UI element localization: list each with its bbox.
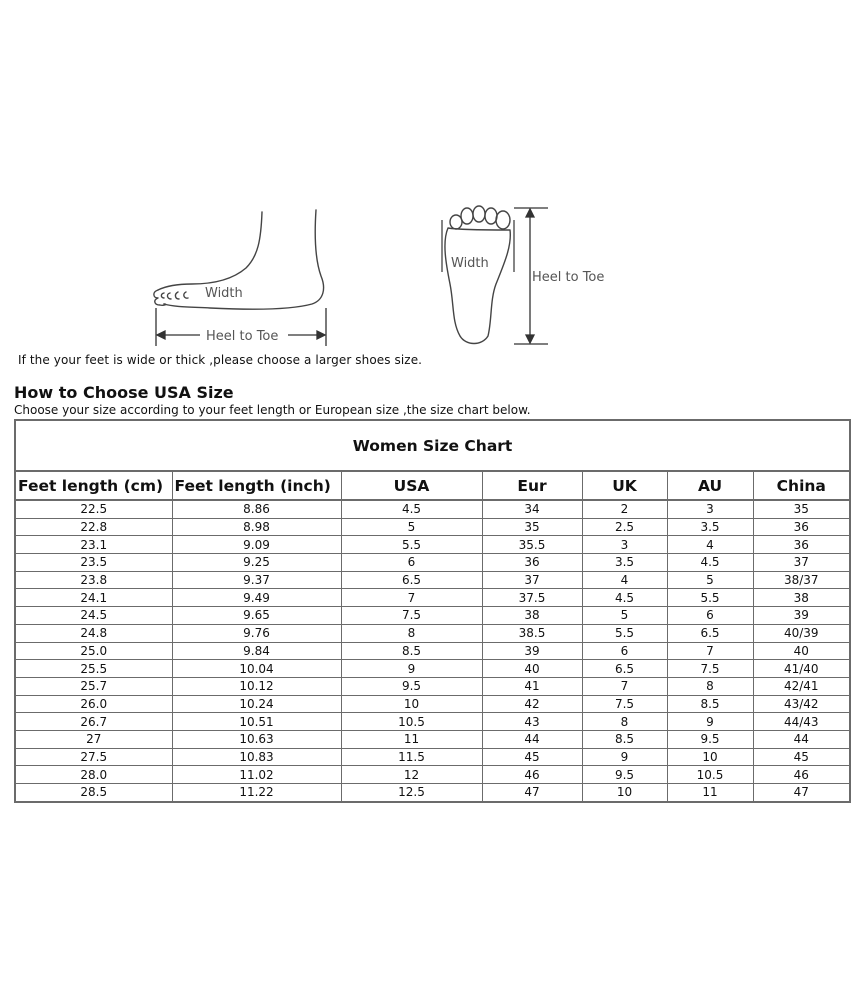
side-length-label: Heel to Toe bbox=[206, 329, 279, 344]
page-heading: How to Choose USA Size bbox=[14, 383, 234, 402]
cell-au: 10 bbox=[667, 748, 753, 766]
cell-usa: 11 bbox=[341, 730, 482, 748]
cell-usa: 4.5 bbox=[341, 500, 482, 518]
size-chart-container bbox=[14, 419, 849, 803]
cell-eur: 47 bbox=[482, 784, 582, 802]
cell-au: 11 bbox=[667, 784, 753, 802]
cell-china: 43/42 bbox=[753, 695, 850, 713]
cell-feet-cm: 26.7 bbox=[15, 713, 172, 731]
cell-usa: 8.5 bbox=[341, 642, 482, 660]
table-row bbox=[15, 713, 850, 731]
cell-feet-cm: 27.5 bbox=[15, 748, 172, 766]
cell-usa: 9.5 bbox=[341, 677, 482, 695]
cell-uk: 8 bbox=[582, 713, 667, 731]
cell-eur: 40 bbox=[482, 660, 582, 678]
cell-china: 42/41 bbox=[753, 677, 850, 695]
cell-china: 39 bbox=[753, 607, 850, 625]
cell-feet-cm: 23.8 bbox=[15, 571, 172, 589]
cell-feet-inch: 9.09 bbox=[172, 536, 341, 554]
foot-side-diagram bbox=[140, 200, 360, 350]
cell-usa: 12 bbox=[341, 766, 482, 784]
cell-eur: 38 bbox=[482, 607, 582, 625]
cell-au: 6.5 bbox=[667, 624, 753, 642]
table-row bbox=[15, 660, 850, 678]
cell-china: 36 bbox=[753, 536, 850, 554]
cell-china: 47 bbox=[753, 784, 850, 802]
col-header-uk: UK bbox=[582, 471, 667, 500]
cell-au: 5.5 bbox=[667, 589, 753, 607]
cell-usa: 6 bbox=[341, 554, 482, 572]
table-row bbox=[15, 571, 850, 589]
cell-china: 36 bbox=[753, 518, 850, 536]
cell-au: 4.5 bbox=[667, 554, 753, 572]
table-row bbox=[15, 784, 850, 802]
table-row bbox=[15, 536, 850, 554]
cell-feet-inch: 9.84 bbox=[172, 642, 341, 660]
cell-feet-cm: 23.5 bbox=[15, 554, 172, 572]
size-chart-body bbox=[15, 500, 850, 802]
cell-feet-inch: 9.76 bbox=[172, 624, 341, 642]
cell-eur: 41 bbox=[482, 677, 582, 695]
cell-usa: 10 bbox=[341, 695, 482, 713]
cell-feet-cm: 24.8 bbox=[15, 624, 172, 642]
cell-eur: 37 bbox=[482, 571, 582, 589]
cell-feet-cm: 24.1 bbox=[15, 589, 172, 607]
table-row bbox=[15, 677, 850, 695]
cell-usa: 12.5 bbox=[341, 784, 482, 802]
cell-au: 7 bbox=[667, 642, 753, 660]
cell-feet-cm: 27 bbox=[15, 730, 172, 748]
cell-uk: 4 bbox=[582, 571, 667, 589]
cell-feet-inch: 8.86 bbox=[172, 500, 341, 518]
cell-au: 7.5 bbox=[667, 660, 753, 678]
cell-feet-inch: 9.25 bbox=[172, 554, 341, 572]
col-header-usa: USA bbox=[341, 471, 482, 500]
cell-feet-inch: 9.49 bbox=[172, 589, 341, 607]
table-row bbox=[15, 518, 850, 536]
cell-feet-cm: 26.0 bbox=[15, 695, 172, 713]
wide-feet-note: If the your feet is wide or thick ,please choose a larger shoes size. bbox=[18, 353, 423, 367]
cell-china: 38/37 bbox=[753, 571, 850, 589]
table-row bbox=[15, 730, 850, 748]
cell-uk: 6 bbox=[582, 642, 667, 660]
cell-usa: 7 bbox=[341, 589, 482, 607]
cell-eur: 35 bbox=[482, 518, 582, 536]
cell-eur: 42 bbox=[482, 695, 582, 713]
sole-width-label: Width bbox=[451, 256, 489, 271]
cell-uk: 7 bbox=[582, 677, 667, 695]
cell-au: 8.5 bbox=[667, 695, 753, 713]
cell-uk: 5.5 bbox=[582, 624, 667, 642]
cell-usa: 6.5 bbox=[341, 571, 482, 589]
cell-eur: 45 bbox=[482, 748, 582, 766]
cell-uk: 7.5 bbox=[582, 695, 667, 713]
cell-feet-cm: 22.8 bbox=[15, 518, 172, 536]
cell-china: 44 bbox=[753, 730, 850, 748]
cell-feet-inch: 10.63 bbox=[172, 730, 341, 748]
cell-feet-cm: 25.7 bbox=[15, 677, 172, 695]
col-header-china: China bbox=[753, 471, 850, 500]
table-row bbox=[15, 642, 850, 660]
table-row bbox=[15, 766, 850, 784]
cell-feet-inch: 8.98 bbox=[172, 518, 341, 536]
col-header-feet-cm: Feet length (cm) bbox=[15, 471, 172, 500]
cell-eur: 44 bbox=[482, 730, 582, 748]
cell-feet-cm: 28.5 bbox=[15, 784, 172, 802]
cell-au: 5 bbox=[667, 571, 753, 589]
cell-au: 3.5 bbox=[667, 518, 753, 536]
cell-usa: 7.5 bbox=[341, 607, 482, 625]
cell-usa: 8 bbox=[341, 624, 482, 642]
cell-uk: 10 bbox=[582, 784, 667, 802]
cell-feet-cm: 22.5 bbox=[15, 500, 172, 518]
cell-china: 45 bbox=[753, 748, 850, 766]
cell-usa: 5.5 bbox=[341, 536, 482, 554]
cell-china: 40/39 bbox=[753, 624, 850, 642]
cell-uk: 2 bbox=[582, 500, 667, 518]
cell-au: 9 bbox=[667, 713, 753, 731]
cell-uk: 3 bbox=[582, 536, 667, 554]
cell-china: 41/40 bbox=[753, 660, 850, 678]
cell-uk: 5 bbox=[582, 607, 667, 625]
cell-feet-inch: 10.24 bbox=[172, 695, 341, 713]
col-header-au: AU bbox=[667, 471, 753, 500]
chart-title: Women Size Chart bbox=[15, 420, 850, 471]
cell-eur: 39 bbox=[482, 642, 582, 660]
cell-eur: 38.5 bbox=[482, 624, 582, 642]
cell-china: 38 bbox=[753, 589, 850, 607]
cell-china: 37 bbox=[753, 554, 850, 572]
cell-au: 3 bbox=[667, 500, 753, 518]
cell-feet-inch: 11.22 bbox=[172, 784, 341, 802]
cell-feet-inch: 9.37 bbox=[172, 571, 341, 589]
cell-au: 4 bbox=[667, 536, 753, 554]
cell-uk: 4.5 bbox=[582, 589, 667, 607]
cell-uk: 8.5 bbox=[582, 730, 667, 748]
cell-au: 9.5 bbox=[667, 730, 753, 748]
sole-length-label: Heel to Toe bbox=[532, 270, 605, 285]
table-row bbox=[15, 695, 850, 713]
cell-usa: 10.5 bbox=[341, 713, 482, 731]
size-chart-table bbox=[14, 419, 851, 803]
cell-eur: 43 bbox=[482, 713, 582, 731]
cell-au: 6 bbox=[667, 607, 753, 625]
cell-feet-cm: 23.1 bbox=[15, 536, 172, 554]
cell-uk: 9.5 bbox=[582, 766, 667, 784]
cell-eur: 34 bbox=[482, 500, 582, 518]
table-row bbox=[15, 748, 850, 766]
cell-uk: 2.5 bbox=[582, 518, 667, 536]
cell-feet-cm: 25.0 bbox=[15, 642, 172, 660]
cell-feet-inch: 9.65 bbox=[172, 607, 341, 625]
table-row bbox=[15, 554, 850, 572]
cell-china: 40 bbox=[753, 642, 850, 660]
cell-feet-cm: 24.5 bbox=[15, 607, 172, 625]
cell-au: 10.5 bbox=[667, 766, 753, 784]
table-row bbox=[15, 624, 850, 642]
cell-eur: 35.5 bbox=[482, 536, 582, 554]
cell-usa: 11.5 bbox=[341, 748, 482, 766]
cell-feet-cm: 28.0 bbox=[15, 766, 172, 784]
cell-china: 35 bbox=[753, 500, 850, 518]
cell-feet-inch: 10.12 bbox=[172, 677, 341, 695]
cell-feet-inch: 10.04 bbox=[172, 660, 341, 678]
table-row bbox=[15, 607, 850, 625]
cell-feet-inch: 11.02 bbox=[172, 766, 341, 784]
cell-feet-inch: 10.83 bbox=[172, 748, 341, 766]
table-row bbox=[15, 500, 850, 518]
cell-usa: 9 bbox=[341, 660, 482, 678]
cell-uk: 6.5 bbox=[582, 660, 667, 678]
header-row bbox=[15, 471, 850, 500]
foot-sole-diagram bbox=[430, 200, 630, 350]
cell-au: 8 bbox=[667, 677, 753, 695]
cell-china: 44/43 bbox=[753, 713, 850, 731]
cell-uk: 9 bbox=[582, 748, 667, 766]
cell-uk: 3.5 bbox=[582, 554, 667, 572]
table-row bbox=[15, 589, 850, 607]
cell-eur: 46 bbox=[482, 766, 582, 784]
cell-feet-inch: 10.51 bbox=[172, 713, 341, 731]
cell-eur: 36 bbox=[482, 554, 582, 572]
cell-eur: 37.5 bbox=[482, 589, 582, 607]
side-width-label: Width bbox=[205, 286, 243, 301]
col-header-eur: Eur bbox=[482, 471, 582, 500]
cell-usa: 5 bbox=[341, 518, 482, 536]
cell-feet-cm: 25.5 bbox=[15, 660, 172, 678]
cell-china: 46 bbox=[753, 766, 850, 784]
page-subheading: Choose your size according to your feet length or European size ,the size chart below. bbox=[14, 403, 531, 417]
col-header-feet-inch: Feet length (inch) bbox=[172, 471, 341, 500]
